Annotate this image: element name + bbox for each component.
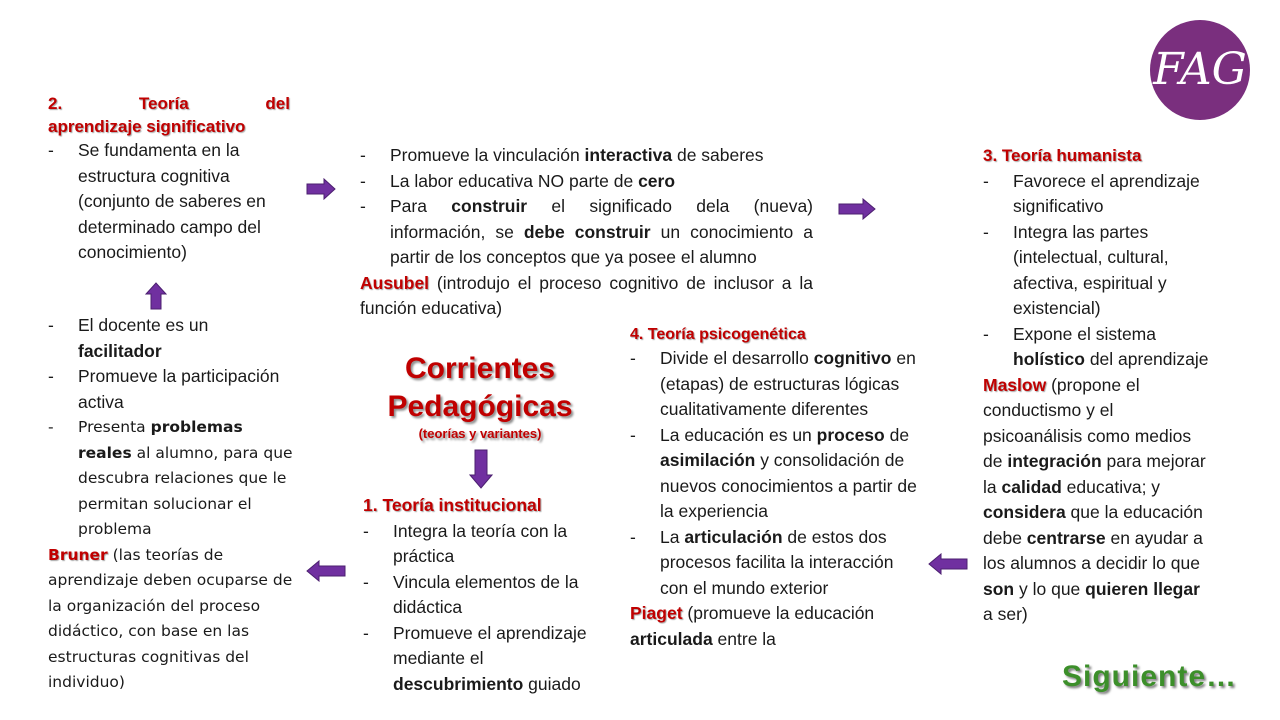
arrow-right-icon [838, 198, 876, 220]
list-item: - Promueve el aprendizaje mediante el descubrimiento guiado [363, 621, 603, 698]
block2-list [48, 138, 290, 266]
list-item: - Promueve la vinculación interactiva de saberes [360, 143, 813, 169]
list-item: - Divide el desarrollo cognitivo en (etapas) de estructuras lógicas cualitativamente diferentes [630, 346, 918, 423]
bruner-note: Bruner (las teorías de aprendizaje deben ocuparse de la organización del proceso didáctico, con base en las estructuras cognitivas del individuo) [48, 545, 293, 691]
list-item: - Se fundamenta en la estructura cognitiva (conjunto de saberes en determinado campo del conocimiento) [48, 138, 290, 266]
maslow-note: Maslow (propone el conductismo y el psicoanálisis como medios de integración para mejorar la calidad educativa; y considera que la educación debe centrarse en ayudar a los alumnos a decidir lo que son y lo que quieren llegar a ser) [983, 374, 1206, 624]
list-item: - Integra la teoría con la práctica [363, 519, 603, 570]
arrow-left-icon [928, 553, 968, 575]
piaget-note: Piaget (promueve la educación articulada entre la [630, 603, 875, 649]
block4-heading: 4. Teoría psicogenética [630, 326, 806, 343]
list-item: - Presenta problemas reales al alumno, para que descubra relaciones que le permitan solucionar el problema [48, 415, 293, 543]
list-item: - La articulación de estos dos procesos facilita la interacción con el mundo exterior [630, 525, 918, 602]
block4-list [630, 346, 918, 601]
block-docente [48, 313, 293, 696]
fag-logo-icon [1150, 20, 1250, 120]
block-mid-list [360, 143, 813, 271]
block-aprendizaje-significativo [48, 92, 290, 266]
block-teoria-psicogenetica [630, 324, 918, 652]
block1-heading: 1. Teoría institucional [363, 495, 542, 515]
block-teoria-humanista [983, 143, 1211, 628]
block-ausubel [360, 143, 813, 322]
list-item: - Vincula elementos de la didáctica [363, 570, 603, 621]
list-item: - Para construir el significado dela (nueva) información, se debe construir un conocimiento a partir de los conceptos que ya posee el alumno [360, 194, 813, 271]
list-item: - Integra las partes (intelectual, cultural, afectiva, espiritual y existencial) [983, 220, 1211, 322]
ausubel-note: Ausubel (introdujo el proceso cognitivo de inclusor a la función educativa) [360, 272, 813, 318]
arrow-left-icon [306, 560, 346, 582]
list-item: - Favorece el aprendizaje significativo [983, 169, 1211, 220]
arrow-up-icon [145, 282, 167, 310]
block-teoria-institucional [363, 493, 603, 697]
list-item: - Expone el sistema holístico del aprendizaje [983, 322, 1211, 373]
page-title: Corrientes Pedagógicas (teorías y variantes) [387, 352, 573, 441]
block3-heading: 3. Teoría humanista [983, 146, 1142, 165]
arrow-right-icon [306, 178, 336, 200]
list-item: - La labor educativa NO parte de cero [360, 169, 813, 195]
block2b-list [48, 313, 293, 543]
block3-list [983, 169, 1211, 373]
block1-list [363, 519, 603, 698]
block2-heading: 2. Teoría del [48, 94, 290, 113]
arrow-down-icon [469, 449, 493, 489]
svg-text:FAG: FAG [1153, 44, 1247, 95]
list-item: - La educación es un proceso de asimilación y consolidación de nuevos conocimientos a partir de la experiencia [630, 423, 918, 525]
list-item: - Promueve la participación activa [48, 364, 293, 415]
list-item: - El docente es un facilitador [48, 313, 293, 364]
block2-heading-rest: aprendizaje significativo [48, 117, 246, 136]
next-link[interactable]: Siguiente… [1062, 660, 1238, 693]
fag-logo [1150, 20, 1250, 120]
